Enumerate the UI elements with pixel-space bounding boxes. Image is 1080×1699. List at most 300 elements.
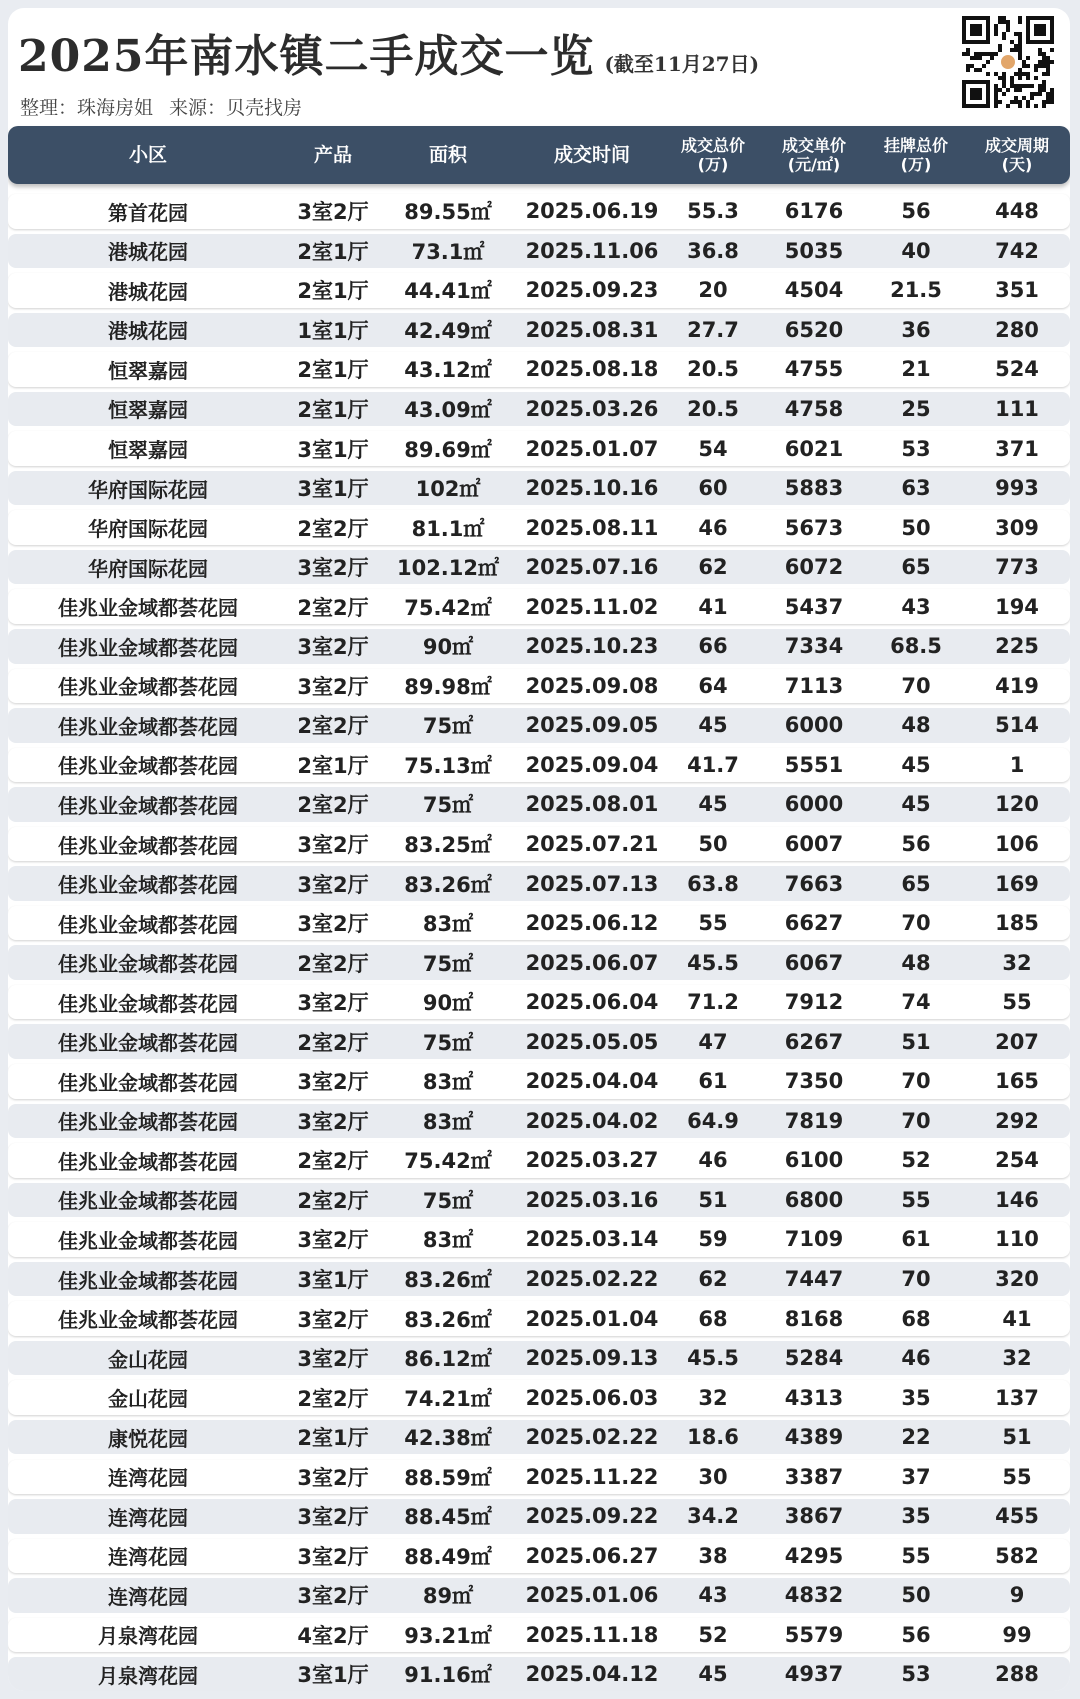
- table-cell: 连湾花园: [108, 1545, 188, 1570]
- table-cell: 6100: [784, 1148, 844, 1173]
- table-cell: 2025.11.02: [525, 594, 659, 619]
- table-row: [8, 273, 1070, 308]
- table-cell: 2025.05.05: [525, 1029, 659, 1054]
- table-cell: 连湾花园: [108, 1466, 188, 1491]
- table-cell: 4937: [784, 1662, 844, 1687]
- table-cell: 64.9: [687, 1108, 739, 1133]
- column-header-unit: (元/㎡): [787, 155, 841, 174]
- table-cell: 83㎡: [422, 1109, 474, 1134]
- column-header: [868, 136, 964, 174]
- table-cell: 华府国际花园: [88, 517, 208, 542]
- table-cell: 2025.04.12: [525, 1662, 659, 1687]
- table-cell: 3387: [784, 1464, 844, 1489]
- table-cell: 佳兆业金域都荟花园: [58, 1031, 238, 1056]
- table-cell: 42.38㎡: [404, 1426, 492, 1451]
- table-row: [8, 906, 1070, 941]
- table-cell: 3室2厅: [297, 635, 369, 660]
- table-cell: 34.2: [687, 1504, 739, 1529]
- table-cell: 7334: [784, 634, 844, 659]
- table-cell: 3室2厅: [297, 1109, 369, 1134]
- table-cell: 25: [901, 396, 931, 421]
- table-row: [8, 1341, 1070, 1376]
- table-cell: 53: [901, 1662, 931, 1687]
- table-cell: 佳兆业金域都荟花园: [58, 952, 238, 977]
- table-cell: 71.2: [687, 990, 739, 1015]
- table-cell: 佳兆业金域都荟花园: [58, 833, 238, 858]
- table-cell: 5437: [784, 594, 844, 619]
- table-cell: 4313: [784, 1385, 844, 1410]
- table-cell: 3室2厅: [297, 200, 369, 225]
- table-cell: 7663: [784, 871, 844, 896]
- table-cell: 港城花园: [108, 319, 188, 344]
- table-cell: 佳兆业金域都荟花园: [58, 873, 238, 898]
- table-row: [8, 1578, 1070, 1613]
- table-cell: 金山花园: [108, 1387, 188, 1412]
- table-cell: 1: [1009, 752, 1025, 777]
- table-row: [8, 471, 1070, 506]
- table-cell: 恒翠嘉园: [108, 438, 188, 463]
- table-cell: 43.12㎡: [404, 358, 492, 383]
- table-cell: 524: [995, 357, 1039, 382]
- table-cell: 3室2厅: [297, 1347, 369, 1372]
- table-row: [8, 431, 1070, 466]
- table-cell: 金山花园: [108, 1347, 188, 1372]
- table-cell: 111: [995, 396, 1039, 421]
- table-cell: 91.16㎡: [404, 1663, 492, 1688]
- table-cell: 35: [901, 1385, 931, 1410]
- table-cell: 83㎡: [422, 1070, 474, 1095]
- table-cell: 48: [901, 713, 931, 738]
- table-cell: 59: [698, 1227, 728, 1252]
- table-cell: 2室2厅: [297, 1386, 369, 1411]
- table-cell: 2025.02.22: [525, 1425, 659, 1450]
- table-cell: 83㎡: [422, 912, 474, 937]
- table-cell: 3室2厅: [297, 556, 369, 581]
- table-cell: 2025.09.05: [525, 713, 659, 738]
- table-row: [8, 748, 1070, 783]
- table-cell: 75㎡: [422, 793, 474, 818]
- table-cell: 连湾花园: [108, 1584, 188, 1609]
- table-cell: 55.3: [687, 199, 739, 224]
- table-cell: 35: [901, 1504, 931, 1529]
- table-row: [8, 866, 1070, 901]
- column-header-unit: (天): [1001, 155, 1033, 174]
- table-cell: 419: [995, 673, 1039, 698]
- table-cell: 2025.03.16: [525, 1187, 659, 1212]
- table-cell: 2025.07.16: [525, 555, 659, 580]
- table-cell: 75.42㎡: [404, 1149, 492, 1174]
- table-row: [8, 510, 1070, 545]
- table-cell: 佳兆业金域都荟花园: [58, 754, 238, 779]
- table-cell: 佳兆业金域都荟花园: [58, 675, 238, 700]
- table-cell: 18.6: [687, 1425, 739, 1450]
- table-cell: 2室2厅: [297, 1188, 369, 1213]
- table-cell: 3室2厅: [297, 1544, 369, 1569]
- table-cell: 7350: [784, 1069, 844, 1094]
- table-row: [8, 1420, 1070, 1455]
- table-cell: 佳兆业金域都荟花园: [58, 1308, 238, 1333]
- column-header-label: 挂牌总价: [883, 136, 948, 155]
- table-row: [8, 1183, 1070, 1218]
- table-cell: 70: [901, 1108, 931, 1133]
- table-row: [8, 985, 1070, 1020]
- table-cell: 83.25㎡: [404, 833, 492, 857]
- table-cell: 6000: [784, 713, 844, 738]
- table-cell: 5035: [784, 238, 844, 263]
- table-cell: 2025.08.01: [525, 792, 659, 817]
- table-cell: 30: [698, 1464, 728, 1489]
- table-row: [8, 945, 1070, 980]
- table-cell: 88.59㎡: [404, 1465, 492, 1490]
- column-header: [378, 144, 518, 166]
- table-cell: 56: [901, 199, 931, 224]
- table-cell: 2025.07.13: [525, 871, 659, 896]
- qr-code-icon[interactable]: [962, 16, 1054, 108]
- table-cell: 68: [901, 1306, 931, 1331]
- table-cell: 83.26㎡: [404, 872, 492, 897]
- table-cell: 20: [698, 278, 728, 303]
- table-cell: 75.42㎡: [404, 595, 492, 620]
- table-cell: 514: [995, 713, 1039, 738]
- table-cell: 41: [1002, 1306, 1032, 1331]
- table-row: [8, 550, 1070, 585]
- table-cell: 6021: [784, 436, 844, 461]
- table-cell: 65: [901, 871, 931, 896]
- table-row: [8, 1539, 1070, 1574]
- table-cell: 55: [901, 1187, 931, 1212]
- table-cell: 3室2厅: [297, 1584, 369, 1609]
- table-row: [8, 669, 1070, 704]
- page-title: 2025年南水镇二手成交一览: [18, 31, 595, 82]
- table-cell: 2室1厅: [297, 753, 369, 778]
- table-row: [8, 194, 1070, 229]
- table-cell: 6000: [784, 792, 844, 817]
- table-cell: 45.5: [687, 1346, 739, 1371]
- table-row: [8, 392, 1070, 427]
- table-cell: 6267: [784, 1029, 844, 1054]
- table-cell: 佳兆业金域都荟花园: [58, 912, 238, 937]
- table-cell: 恒翠嘉园: [108, 398, 188, 423]
- table-cell: 1室1厅: [297, 318, 369, 343]
- table-cell: 2025.06.03: [525, 1385, 659, 1410]
- table-cell: 52: [698, 1622, 728, 1647]
- table-cell: 62: [698, 555, 728, 580]
- table-cell: 288: [995, 1662, 1039, 1687]
- table-cell: 3室2厅: [297, 1307, 369, 1332]
- table-cell: 7447: [784, 1267, 844, 1292]
- table-cell: 47: [698, 1029, 728, 1054]
- table-cell: 52: [901, 1148, 931, 1173]
- as-of-date: (截至11月27日): [604, 52, 760, 76]
- table-cell: 2025.03.14: [525, 1227, 659, 1252]
- table-cell: 73.1㎡: [411, 239, 485, 264]
- table-cell: 50: [698, 832, 728, 856]
- table-cell: 2室2厅: [297, 1030, 369, 1055]
- table-row: [8, 589, 1070, 624]
- table-cell: 194: [995, 594, 1039, 619]
- table-cell: 146: [995, 1187, 1039, 1212]
- table-cell: 83.26㎡: [404, 1307, 492, 1332]
- column-header: [760, 136, 868, 174]
- table-cell: 港城花园: [108, 279, 188, 304]
- table-cell: 70: [901, 1267, 931, 1292]
- table-cell: 21.5: [890, 278, 942, 303]
- column-header-label: 成交总价: [680, 136, 745, 155]
- table-cell: 70: [901, 1069, 931, 1094]
- table-cell: 3室2厅: [297, 1505, 369, 1530]
- table-cell: 3室2厅: [297, 674, 369, 699]
- table-cell: 3室1厅: [297, 477, 369, 502]
- table-cell: 65: [901, 555, 931, 580]
- table-cell: 3室2厅: [297, 991, 369, 1016]
- table-cell: 9: [1009, 1583, 1025, 1608]
- table-cell: 2室1厅: [297, 279, 369, 304]
- table-cell: 55: [1002, 1464, 1032, 1489]
- table-cell: 43.09㎡: [404, 397, 492, 422]
- table-cell: 137: [995, 1385, 1039, 1410]
- table-cell: 36.8: [687, 238, 739, 263]
- table-cell: 75㎡: [422, 951, 474, 976]
- table-cell: 46: [698, 515, 728, 540]
- column-header-label: 面积: [428, 144, 467, 166]
- table-cell: 2025.07.21: [525, 832, 659, 856]
- table-cell: 68: [698, 1306, 728, 1331]
- table-cell: 5673: [784, 515, 844, 540]
- table-cell: 53: [901, 436, 931, 461]
- column-header: [8, 144, 288, 166]
- table-cell: 2025.03.27: [525, 1148, 659, 1173]
- table-cell: 120: [995, 792, 1039, 817]
- table-cell: 3867: [784, 1504, 844, 1529]
- table-cell: 3室2厅: [297, 1228, 369, 1253]
- table-cell: 2025.09.04: [525, 752, 659, 777]
- table-cell: 582: [995, 1543, 1039, 1568]
- table-cell: 6072: [784, 555, 844, 580]
- table-cell: 38: [698, 1543, 728, 1568]
- table-cell: 37: [901, 1464, 931, 1489]
- table-cell: 5883: [784, 476, 844, 501]
- table-cell: 46: [901, 1346, 931, 1371]
- table-cell: 6520: [784, 317, 844, 342]
- table-cell: 70: [901, 673, 931, 698]
- table-cell: 32: [698, 1385, 728, 1410]
- table-cell: 佳兆业金域都荟花园: [58, 1189, 238, 1214]
- table-cell: 康悦花园: [108, 1426, 188, 1451]
- table-row: [8, 234, 1070, 269]
- table-cell: 55: [901, 1543, 931, 1568]
- column-header-unit: (万): [900, 155, 932, 174]
- table-cell: 45: [698, 713, 728, 738]
- table-cell: 港城花园: [108, 240, 188, 265]
- table-cell: 90㎡: [422, 991, 474, 1016]
- table-row: [8, 827, 1070, 862]
- table-cell: 4504: [784, 278, 844, 303]
- table-cell: 455: [995, 1504, 1039, 1529]
- table-cell: 66: [698, 634, 728, 659]
- table-row: [8, 1657, 1070, 1691]
- table-cell: 83.26㎡: [404, 1268, 492, 1293]
- source-label: 来源：贝壳找房: [169, 97, 303, 119]
- table-cell: 7109: [784, 1227, 844, 1252]
- table-cell: 89.98㎡: [404, 674, 492, 699]
- table-cell: 86.12㎡: [404, 1347, 492, 1372]
- table-cell: 165: [995, 1069, 1039, 1094]
- table-row: [8, 787, 1070, 822]
- table-cell: 2室2厅: [297, 951, 369, 976]
- table-cell: 351: [995, 278, 1039, 303]
- table-cell: 56: [901, 832, 931, 856]
- table-cell: 43: [901, 594, 931, 619]
- table-cell: 62: [698, 1267, 728, 1292]
- table-cell: 742: [995, 238, 1039, 263]
- table-cell: 50: [901, 1583, 931, 1608]
- table-row: [8, 629, 1070, 664]
- table-cell: 佳兆业金域都荟花园: [58, 1149, 238, 1174]
- table-cell: 83㎡: [422, 1228, 474, 1253]
- column-header-label: 产品: [313, 144, 352, 166]
- table-cell: 20.5: [687, 396, 739, 421]
- table-cell: 月泉湾花园: [98, 1663, 198, 1688]
- table-cell: 2室1厅: [297, 239, 369, 264]
- table-cell: 佳兆业金域都荟花园: [58, 714, 238, 739]
- listing-card: [8, 8, 1070, 1691]
- table-cell: 60: [698, 476, 728, 501]
- table-cell: 48: [901, 950, 931, 975]
- table-cell: 恒翠嘉园: [108, 358, 188, 383]
- table-cell: 6627: [784, 911, 844, 936]
- table-cell: 41: [698, 594, 728, 619]
- table-cell: 2025.01.07: [525, 436, 659, 461]
- table-cell: 2025.08.11: [525, 515, 659, 540]
- table-cell: 102.12㎡: [396, 556, 500, 581]
- table-cell: 月泉湾花园: [98, 1624, 198, 1649]
- table-row: [8, 313, 1070, 348]
- column-header: [288, 144, 378, 166]
- table-cell: 185: [995, 911, 1039, 936]
- table-cell: 61: [901, 1227, 931, 1252]
- table-cell: 2025.01.06: [525, 1583, 659, 1608]
- table-cell: 280: [995, 317, 1039, 342]
- table-cell: 75.13㎡: [404, 753, 492, 778]
- table-row: [8, 352, 1070, 387]
- table-cell: 2室2厅: [297, 1149, 369, 1174]
- table-cell: 2025.09.23: [525, 278, 659, 303]
- table-cell: 254: [995, 1148, 1039, 1173]
- table-row: [8, 1499, 1070, 1534]
- compiler-label: 整理：珠海房姐: [20, 97, 154, 119]
- table-cell: 6007: [784, 832, 844, 856]
- table-cell: 90㎡: [422, 635, 474, 660]
- table-cell: 佳兆业金域都荟花园: [58, 991, 238, 1016]
- table-cell: 46: [698, 1148, 728, 1173]
- table-cell: 4室2厅: [297, 1623, 369, 1648]
- table-cell: 207: [995, 1029, 1039, 1054]
- table-cell: 32: [1002, 1346, 1032, 1371]
- table-cell: 7113: [784, 673, 844, 698]
- table-cell: 2025.01.04: [525, 1306, 659, 1331]
- column-header-label: 成交时间: [553, 144, 630, 166]
- table-cell: 2025.10.23: [525, 634, 659, 659]
- table-cell: 2室2厅: [297, 516, 369, 541]
- table-cell: 2室2厅: [297, 714, 369, 739]
- table-cell: 63: [901, 476, 931, 501]
- table-row: [8, 1262, 1070, 1297]
- table-cell: 佳兆业金域都荟花园: [58, 1228, 238, 1253]
- table-cell: 993: [995, 476, 1039, 501]
- table-cell: 4755: [784, 357, 844, 382]
- table-cell: 佳兆业金域都荟花园: [58, 1268, 238, 1293]
- table-cell: 佳兆业金域都荟花园: [58, 635, 238, 660]
- table-cell: 3室2厅: [297, 912, 369, 937]
- column-header: [964, 136, 1070, 174]
- table-cell: 2室1厅: [297, 1426, 369, 1451]
- table-cell: 2室2厅: [297, 595, 369, 620]
- table-cell: 5579: [784, 1622, 844, 1647]
- table-cell: 50: [901, 515, 931, 540]
- table-cell: 2025.11.18: [525, 1622, 659, 1647]
- table-cell: 21: [901, 357, 931, 382]
- table-cell: 448: [995, 199, 1039, 224]
- table-cell: 43: [698, 1583, 728, 1608]
- table-cell: 70: [901, 911, 931, 936]
- transaction-table: [8, 194, 1070, 1691]
- table-cell: 2025.08.31: [525, 317, 659, 342]
- table-cell: 3室1厅: [297, 1268, 369, 1293]
- table-row: [8, 1380, 1070, 1415]
- table-cell: 2025.06.27: [525, 1543, 659, 1568]
- table-cell: 2025.08.18: [525, 357, 659, 382]
- table-row: [8, 1024, 1070, 1059]
- column-header-unit: (万): [697, 155, 729, 174]
- table-cell: 68.5: [890, 634, 942, 659]
- table-cell: 2025.06.04: [525, 990, 659, 1015]
- table-cell: 2025.11.06: [525, 238, 659, 263]
- table-cell: 2025.06.07: [525, 950, 659, 975]
- column-header-label: 成交单价: [781, 136, 846, 155]
- table-cell: 2室1厅: [297, 397, 369, 422]
- table-cell: 45.5: [687, 950, 739, 975]
- table-cell: 45: [901, 792, 931, 817]
- table-cell: 3室2厅: [297, 872, 369, 897]
- table-cell: 连湾花园: [108, 1505, 188, 1530]
- table-cell: 5551: [784, 752, 844, 777]
- table-cell: 2025.06.12: [525, 911, 659, 936]
- table-cell: 5284: [784, 1346, 844, 1371]
- table-cell: 63.8: [687, 871, 739, 896]
- credit-line: [20, 93, 318, 120]
- table-cell: 51: [901, 1029, 931, 1054]
- table-row: [8, 1460, 1070, 1495]
- table-cell: 51: [1002, 1425, 1032, 1450]
- column-header-label: 小区: [128, 144, 167, 166]
- table-cell: 93.21㎡: [404, 1623, 492, 1648]
- table-cell: 3室1厅: [297, 437, 369, 462]
- table-cell: 22: [901, 1425, 931, 1450]
- header: [8, 8, 1070, 126]
- table-cell: 佳兆业金域都荟花园: [58, 1110, 238, 1135]
- table-cell: 2025.09.08: [525, 673, 659, 698]
- table-cell: 7912: [784, 990, 844, 1015]
- table-cell: 106: [995, 832, 1039, 856]
- table-cell: 4389: [784, 1425, 844, 1450]
- table-cell: 第首花园: [108, 200, 188, 225]
- table-cell: 75㎡: [422, 1188, 474, 1213]
- table-cell: 89.55㎡: [404, 200, 492, 225]
- table-cell: 61: [698, 1069, 728, 1094]
- column-header: [666, 136, 760, 174]
- table-cell: 2025.11.22: [525, 1464, 659, 1489]
- table-cell: 44.41㎡: [404, 279, 492, 304]
